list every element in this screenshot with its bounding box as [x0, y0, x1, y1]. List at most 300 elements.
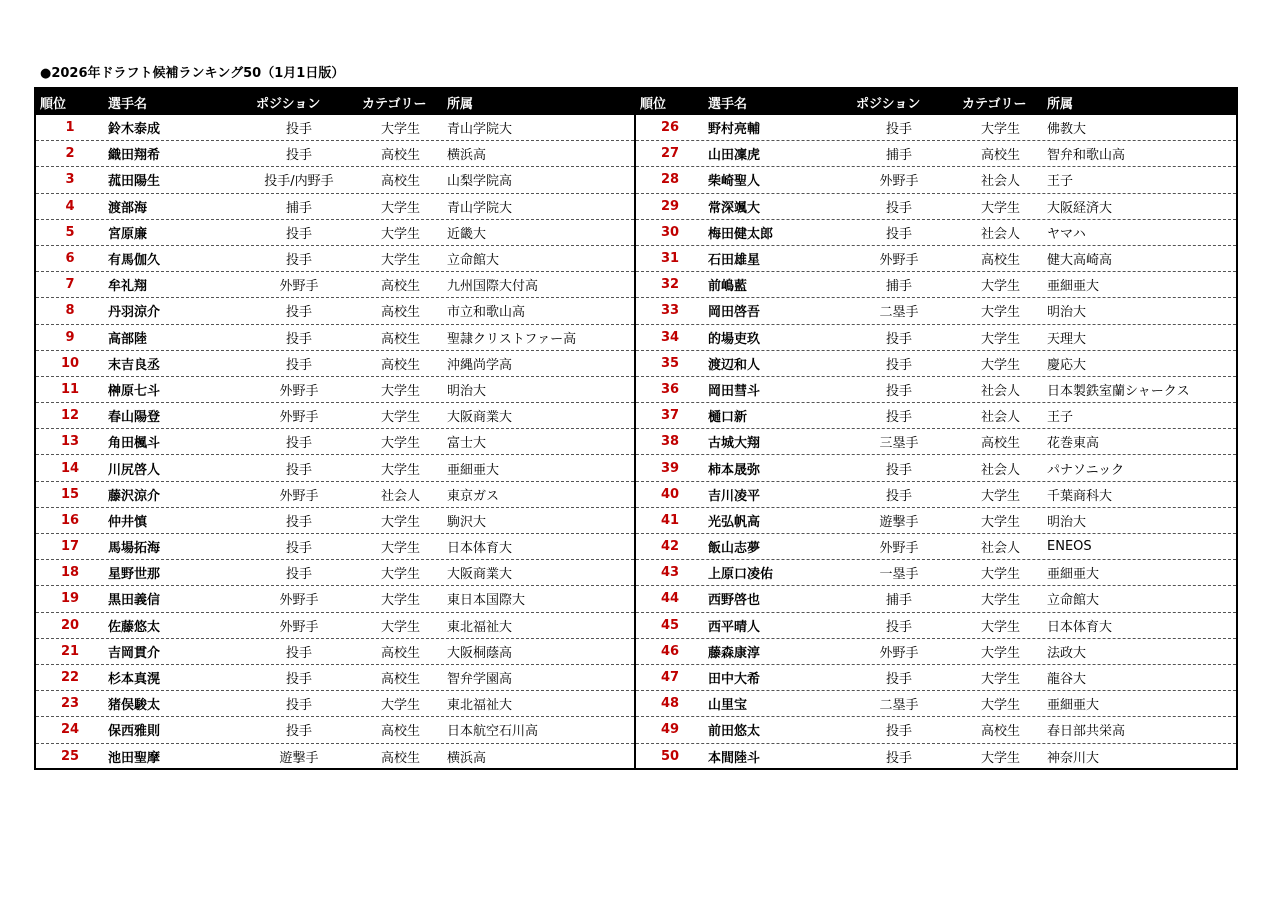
category-cell: 大学生 [980, 200, 1020, 216]
affiliation-cell: 智弁和歌山高 [1047, 148, 1126, 164]
table-row [636, 586, 1236, 612]
position-cell: 捕手 [885, 279, 912, 295]
player-name-cell: 西野啓也 [708, 593, 761, 609]
table-row [636, 167, 1236, 193]
player-name-cell: 的場吏玖 [708, 331, 761, 347]
table-row [36, 377, 634, 403]
player-name-cell: 池田聖摩 [108, 751, 161, 767]
table-row [36, 194, 634, 220]
position-cell: 投手 [285, 357, 312, 373]
affiliation-cell: 日本体育大 [447, 541, 513, 557]
affiliation-cell: 明治大 [1047, 514, 1087, 530]
rank-cell: 42 [660, 539, 680, 555]
category-cell: 高校生 [380, 357, 420, 373]
player-name-cell: 鈴木泰成 [108, 122, 161, 138]
table-row [636, 534, 1236, 560]
rank-cell: 15 [60, 486, 80, 502]
affiliation-cell: 王子 [1047, 410, 1074, 426]
table-row [36, 298, 634, 324]
category-cell: 高校生 [980, 724, 1020, 740]
affiliation-cell: 王子 [1047, 174, 1074, 190]
affiliation-cell: 健大高崎高 [1047, 253, 1113, 269]
category-cell: 高校生 [980, 148, 1020, 164]
table-header-right [636, 89, 1236, 115]
affiliation-cell: 日本航空石川高 [447, 724, 539, 740]
table-row [636, 115, 1236, 141]
player-name-cell: 前嶋藍 [708, 279, 748, 295]
rank-cell: 36 [660, 381, 680, 397]
header-name: 選手名 [708, 96, 748, 112]
table-row [36, 508, 634, 534]
affiliation-cell: 智弁学園高 [447, 672, 513, 688]
rank-cell: 25 [60, 749, 80, 765]
table-body-left [36, 115, 634, 770]
position-cell: 投手 [885, 619, 912, 635]
category-cell: 大学生 [380, 541, 420, 557]
category-cell: 大学生 [380, 619, 420, 635]
position-cell: 外野手 [279, 488, 319, 504]
rank-cell: 35 [660, 355, 680, 371]
rank-cell: 18 [60, 565, 80, 581]
position-cell: 外野手 [279, 279, 319, 295]
rank-cell: 17 [60, 539, 80, 555]
position-cell: 一塁手 [879, 567, 919, 583]
table-row [36, 220, 634, 246]
position-cell: 投手 [885, 331, 912, 347]
table-row [636, 482, 1236, 508]
rank-cell: 1 [65, 120, 75, 136]
category-cell: 大学生 [380, 462, 420, 478]
rank-cell: 40 [660, 486, 680, 502]
player-name-cell: 上原口凌佑 [708, 567, 774, 583]
category-cell: 大学生 [380, 200, 420, 216]
rank-cell: 13 [60, 434, 80, 450]
player-name-cell: 吉川凌平 [708, 488, 761, 504]
category-cell: 社会人 [980, 383, 1020, 399]
affiliation-cell: 沖縄尚学高 [447, 357, 513, 373]
category-cell: 高校生 [380, 331, 420, 347]
player-name-cell: 佐藤悠太 [108, 619, 161, 635]
position-cell: 投手 [885, 226, 912, 242]
rank-cell: 31 [660, 251, 680, 267]
affiliation-cell: 立命館大 [1047, 593, 1100, 609]
category-cell: 大学生 [380, 698, 420, 714]
position-cell: 投手 [285, 122, 312, 138]
header-category: カテゴリー [362, 96, 427, 112]
player-name-cell: 岡田啓吾 [708, 305, 761, 321]
affiliation-cell: 日本製鉄室蘭シャークス [1047, 383, 1190, 399]
position-cell: 投手 [285, 305, 312, 321]
table-row [36, 167, 634, 193]
player-name-cell: 古城大翔 [708, 436, 761, 452]
table-row [636, 744, 1236, 770]
affiliation-cell: 横浜高 [447, 751, 487, 767]
player-name-cell: 保西雅則 [108, 724, 161, 740]
table-row [36, 115, 634, 141]
position-cell: 外野手 [879, 253, 919, 269]
affiliation-cell: パナソニック [1047, 462, 1125, 478]
player-name-cell: 川尻啓人 [108, 462, 161, 478]
category-cell: 大学生 [980, 357, 1020, 373]
table-row [636, 717, 1236, 743]
table-row [636, 691, 1236, 717]
category-cell: 大学生 [980, 488, 1020, 504]
category-cell: 大学生 [980, 122, 1020, 138]
rank-cell: 27 [660, 146, 680, 162]
player-name-cell: 菰田陽生 [108, 174, 161, 190]
affiliation-cell: 立命館大 [447, 253, 500, 269]
position-cell: 投手 [285, 148, 312, 164]
table-row [636, 455, 1236, 481]
category-cell: 大学生 [980, 619, 1020, 635]
player-name-cell: 樋口新 [708, 410, 748, 426]
affiliation-cell: 駒沢大 [447, 514, 487, 530]
table-row [36, 744, 634, 770]
rank-cell: 22 [60, 670, 80, 686]
category-cell: 大学生 [980, 331, 1020, 347]
position-cell: 投手 [285, 541, 312, 557]
rank-cell: 21 [60, 643, 80, 659]
position-cell: 投手 [285, 514, 312, 530]
position-cell: 外野手 [279, 593, 319, 609]
table-row [36, 691, 634, 717]
header-name: 選手名 [108, 96, 148, 112]
position-cell: 投手 [285, 724, 312, 740]
table-row [36, 403, 634, 429]
category-cell: 大学生 [980, 698, 1020, 714]
table-row [36, 246, 634, 272]
category-cell: 大学生 [380, 226, 420, 242]
rank-cell: 45 [660, 617, 680, 633]
player-name-cell: 織田翔希 [108, 148, 161, 164]
position-cell: 投手 [885, 462, 912, 478]
category-cell: 大学生 [380, 383, 420, 399]
affiliation-cell: 千葉商科大 [1047, 488, 1113, 504]
table-row [36, 560, 634, 586]
affiliation-cell: 大阪経済大 [1047, 200, 1113, 216]
player-name-cell: 星野世那 [108, 567, 161, 583]
rank-cell: 29 [660, 198, 680, 214]
table-row [36, 665, 634, 691]
player-name-cell: 本間陸斗 [708, 751, 761, 767]
player-name-cell: 吉岡貫介 [108, 645, 161, 661]
table-row [636, 377, 1236, 403]
player-name-cell: 光弘帆高 [708, 514, 761, 530]
player-name-cell: 梅田健太郎 [708, 226, 774, 242]
position-cell: 遊撃手 [279, 751, 319, 767]
affiliation-cell: 東京ガス [447, 488, 500, 504]
rank-cell: 33 [660, 303, 680, 319]
category-cell: 大学生 [380, 253, 420, 269]
affiliation-cell: 亜細亜大 [1047, 698, 1100, 714]
header-affiliation: 所属 [447, 96, 474, 112]
category-cell: 社会人 [980, 174, 1020, 190]
category-cell: 高校生 [380, 279, 420, 295]
position-cell: 投手 [285, 645, 312, 661]
table-row [636, 639, 1236, 665]
rank-cell: 5 [65, 224, 75, 240]
affiliation-cell: 九州国際大付高 [447, 279, 539, 295]
affiliation-cell: 日本体育大 [1047, 619, 1113, 635]
affiliation-cell: 山梨学院高 [447, 174, 513, 190]
rank-cell: 2 [65, 146, 75, 162]
table-body-right [636, 115, 1236, 770]
table-row [636, 665, 1236, 691]
position-cell: 投手 [885, 488, 912, 504]
rank-cell: 20 [60, 617, 80, 633]
category-cell: 大学生 [980, 645, 1020, 661]
category-cell: 大学生 [980, 514, 1020, 530]
affiliation-cell: 市立和歌山高 [447, 305, 526, 321]
table-row [36, 586, 634, 612]
table-row [636, 403, 1236, 429]
player-name-cell: 西平晴人 [708, 619, 761, 635]
category-cell: 大学生 [980, 751, 1020, 767]
affiliation-cell: 横浜高 [447, 148, 487, 164]
rank-cell: 6 [65, 251, 75, 267]
player-name-cell: 渡辺和人 [708, 357, 761, 373]
table-row [36, 482, 634, 508]
rank-cell: 50 [660, 749, 680, 765]
table-row [36, 455, 634, 481]
position-cell: 投手 [285, 226, 312, 242]
position-cell: 投手 [285, 567, 312, 583]
position-cell: 投手 [285, 436, 312, 452]
header-position: ポジション [856, 96, 921, 112]
table-row [36, 351, 634, 377]
affiliation-cell: 慶応大 [1047, 357, 1087, 373]
table-row [36, 325, 634, 351]
rank-cell: 44 [660, 591, 680, 607]
affiliation-cell: 青山学院大 [447, 122, 513, 138]
rank-cell: 12 [60, 408, 80, 424]
category-cell: 大学生 [980, 567, 1020, 583]
table-row [36, 534, 634, 560]
player-name-cell: 山田凜虎 [708, 148, 761, 164]
position-cell: 投手 [885, 200, 912, 216]
affiliation-cell: 亜細亜大 [447, 462, 500, 478]
player-name-cell: 黒田義信 [108, 593, 161, 609]
table-row [636, 141, 1236, 167]
position-cell: 投手 [285, 462, 312, 478]
affiliation-cell: 亜細亜大 [1047, 567, 1100, 583]
affiliation-cell: 明治大 [1047, 305, 1087, 321]
affiliation-cell: ヤマハ [1047, 226, 1086, 242]
player-name-cell: 杉本真滉 [108, 672, 161, 688]
player-name-cell: 春山陽登 [108, 410, 161, 426]
rank-cell: 34 [660, 329, 680, 345]
category-cell: 大学生 [380, 567, 420, 583]
table-row [636, 272, 1236, 298]
header-position: ポジション [256, 96, 321, 112]
category-cell: 大学生 [980, 672, 1020, 688]
rank-cell: 3 [65, 172, 75, 188]
header-rank: 順位 [40, 96, 67, 112]
category-cell: 大学生 [980, 279, 1020, 295]
affiliation-cell: 東北福祉大 [447, 698, 513, 714]
table-row [36, 613, 634, 639]
rank-cell: 26 [660, 120, 680, 136]
category-cell: 高校生 [380, 305, 420, 321]
position-cell: 外野手 [879, 174, 919, 190]
affiliation-cell: 近畿大 [447, 226, 487, 242]
table-row [636, 508, 1236, 534]
category-cell: 高校生 [380, 724, 420, 740]
rank-cell: 43 [660, 565, 680, 581]
rank-cell: 16 [60, 512, 80, 528]
table-row [636, 194, 1236, 220]
table-row [636, 246, 1236, 272]
rank-cell: 38 [660, 434, 680, 450]
category-cell: 社会人 [980, 410, 1020, 426]
header-rank: 順位 [640, 96, 667, 112]
position-cell: 投手 [285, 698, 312, 714]
player-name-cell: 角田楓斗 [108, 436, 161, 452]
rank-cell: 9 [65, 329, 75, 345]
player-name-cell: 榊原七斗 [108, 383, 161, 399]
position-cell: 投手 [885, 383, 912, 399]
header-category: カテゴリー [962, 96, 1027, 112]
player-name-cell: 宮原廉 [108, 226, 148, 242]
rank-cell: 30 [660, 224, 680, 240]
rank-cell: 19 [60, 591, 80, 607]
rank-cell: 46 [660, 643, 680, 659]
player-name-cell: 丹羽涼介 [108, 305, 161, 321]
affiliation-cell: 大阪商業大 [447, 567, 513, 583]
category-cell: 高校生 [380, 174, 420, 190]
ranking-table-right [636, 89, 1236, 768]
position-cell: 外野手 [279, 410, 319, 426]
position-cell: 二塁手 [879, 305, 919, 321]
rank-cell: 14 [60, 460, 80, 476]
affiliation-cell: 東日本国際大 [447, 593, 526, 609]
category-cell: 社会人 [980, 541, 1020, 557]
position-cell: 遊撃手 [879, 514, 919, 530]
rank-cell: 23 [60, 696, 80, 712]
player-name-cell: 渡部海 [108, 200, 148, 216]
player-name-cell: 猪俣駿太 [108, 698, 161, 714]
table-row [636, 220, 1236, 246]
rank-cell: 37 [660, 408, 680, 424]
category-cell: 大学生 [980, 593, 1020, 609]
category-cell: 大学生 [380, 514, 420, 530]
player-name-cell: 藤森康淳 [708, 645, 761, 661]
header-affiliation: 所属 [1047, 96, 1074, 112]
category-cell: 社会人 [980, 226, 1020, 242]
category-cell: 高校生 [380, 672, 420, 688]
player-name-cell: 飯山志夢 [708, 541, 761, 557]
affiliation-cell: 聖隷クリストファー高 [447, 331, 577, 347]
position-cell: 外野手 [279, 383, 319, 399]
player-name-cell: 石田雄星 [708, 253, 761, 269]
table-row [636, 613, 1236, 639]
rank-cell: 47 [660, 670, 680, 686]
table-row [636, 560, 1236, 586]
table-row [36, 639, 634, 665]
category-cell: 高校生 [380, 751, 420, 767]
category-cell: 高校生 [980, 436, 1020, 452]
affiliation-cell: 佛教大 [1047, 122, 1087, 138]
category-cell: 社会人 [980, 462, 1020, 478]
table-row [36, 272, 634, 298]
category-cell: 大学生 [380, 410, 420, 426]
player-name-cell: 有馬伽久 [108, 253, 161, 269]
player-name-cell: 前田悠太 [708, 724, 761, 740]
category-cell: 大学生 [380, 593, 420, 609]
player-name-cell: 野村亮輔 [708, 122, 761, 138]
position-cell: 二塁手 [879, 698, 919, 714]
player-name-cell: 常深颯大 [708, 200, 761, 216]
position-cell: 投手 [285, 253, 312, 269]
player-name-cell: 馬場拓海 [108, 541, 161, 557]
rank-cell: 32 [660, 277, 680, 293]
affiliation-cell: 法政大 [1047, 645, 1087, 661]
affiliation-cell: 天理大 [1047, 331, 1087, 347]
rank-cell: 48 [660, 696, 680, 712]
player-name-cell: 仲井慎 [108, 514, 148, 530]
rank-cell: 39 [660, 460, 680, 476]
position-cell: 捕手 [885, 148, 912, 164]
affiliation-cell: 大阪商業大 [447, 410, 513, 426]
position-cell: 投手/内野手 [264, 174, 334, 190]
affiliation-cell: ENEOS [1047, 539, 1092, 555]
affiliation-cell: 亜細亜大 [1047, 279, 1100, 295]
affiliation-cell: 富士大 [447, 436, 487, 452]
document-title: ●2026年ドラフト候補ランキング50（1月1日版） [40, 66, 345, 81]
affiliation-cell: 明治大 [447, 383, 487, 399]
affiliation-cell: 春日部共栄高 [1047, 724, 1126, 740]
affiliation-cell: 青山学院大 [447, 200, 513, 216]
position-cell: 捕手 [885, 593, 912, 609]
table-row [36, 429, 634, 455]
position-cell: 投手 [885, 357, 912, 373]
table-row [636, 429, 1236, 455]
position-cell: 投手 [885, 410, 912, 426]
position-cell: 外野手 [879, 645, 919, 661]
player-name-cell: 岡田彗斗 [708, 383, 761, 399]
rank-cell: 24 [60, 722, 80, 738]
table-row [636, 351, 1236, 377]
position-cell: 外野手 [279, 619, 319, 635]
affiliation-cell: 大阪桐蔭高 [447, 645, 513, 661]
position-cell: 投手 [885, 724, 912, 740]
position-cell: 投手 [885, 751, 912, 767]
category-cell: 大学生 [380, 436, 420, 452]
category-cell: 高校生 [980, 253, 1020, 269]
category-cell: 高校生 [380, 148, 420, 164]
affiliation-cell: 花巻東高 [1047, 436, 1100, 452]
ranking-table-left [36, 89, 636, 768]
table-row [36, 717, 634, 743]
ranking-table [34, 87, 1238, 770]
position-cell: 捕手 [285, 200, 312, 216]
category-cell: 大学生 [980, 305, 1020, 321]
rank-cell: 41 [660, 512, 680, 528]
player-name-cell: 牟礼翔 [108, 279, 148, 295]
affiliation-cell: 龍谷大 [1047, 672, 1087, 688]
table-row [636, 325, 1236, 351]
player-name-cell: 柿本晟弥 [708, 462, 761, 478]
affiliation-cell: 東北福祉大 [447, 619, 513, 635]
position-cell: 投手 [885, 672, 912, 688]
rank-cell: 8 [65, 303, 75, 319]
player-name-cell: 山里宝 [708, 698, 748, 714]
player-name-cell: 末吉良丞 [108, 357, 161, 373]
position-cell: 投手 [285, 331, 312, 347]
category-cell: 高校生 [380, 645, 420, 661]
rank-cell: 28 [660, 172, 680, 188]
player-name-cell: 高部陸 [108, 331, 148, 347]
